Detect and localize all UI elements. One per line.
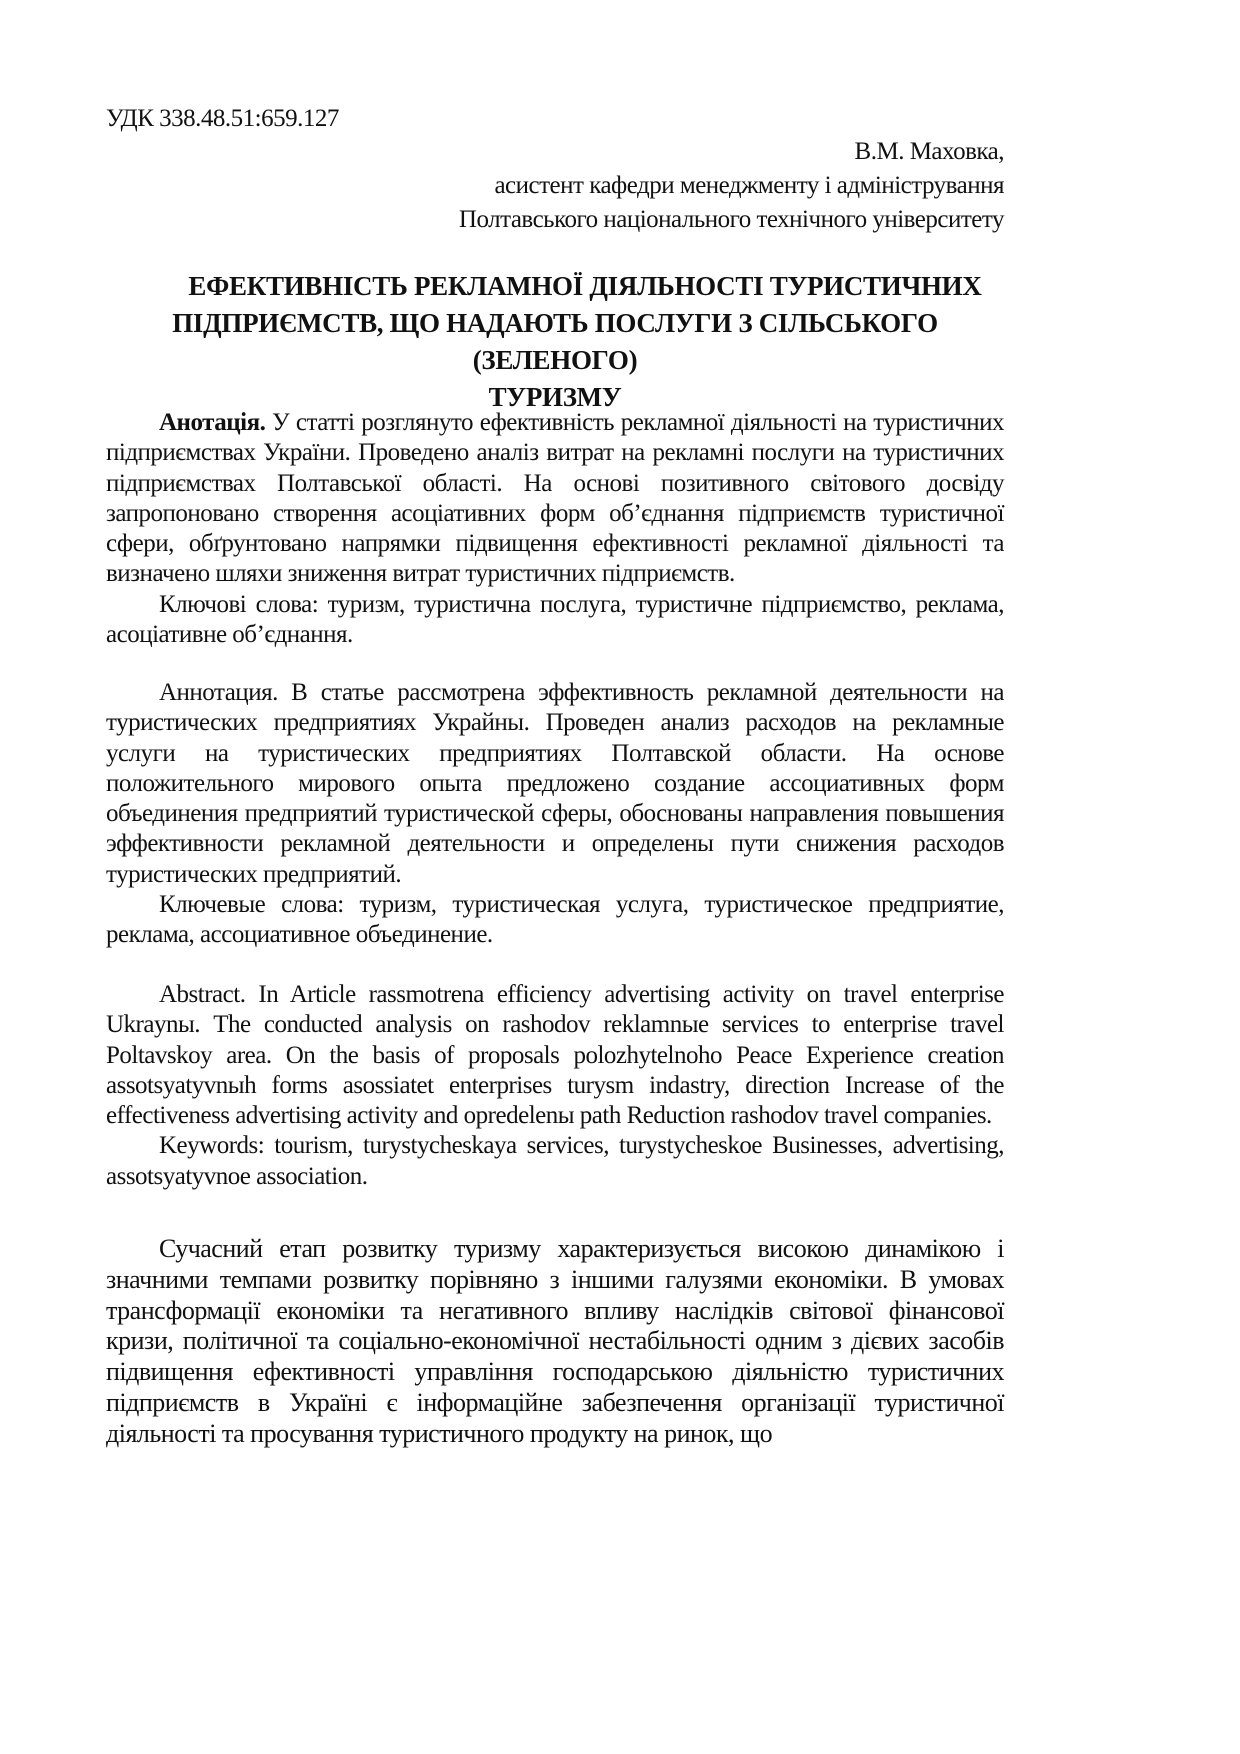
author-institution: Полтавського національного технічного університету — [458, 206, 1004, 233]
abstract-ukrainian — [106, 408, 1004, 650]
article-title — [106, 268, 1004, 416]
author-block — [459, 135, 1004, 237]
abstract-russian — [106, 678, 1004, 951]
abstract-ua-text: У статті розглянуто ефективність рекламної діяльності на туристичних підприємствах України. Проведено аналіз витрат на рекламні послуги на туристичних підприємствах Полтавської області. На основі позитивного світового досвіду запропоновано створення асоціативних форм об’єднання підприємств туристичної сфери, обґрунтовано напрямки підвищення ефективності рекламної діяльності та визначено шляхи зниження витрат туристичних підприємств. — [106, 409, 1004, 588]
author-name: В.М. Маховка, — [854, 138, 1004, 165]
title-line-1: ЕФЕКТИВНІСТЬ РЕКЛАМНОЇ ДІЯЛЬНОСТІ ТУРИСТИЧНИХ — [188, 271, 982, 301]
abstract-ua-paragraph — [106, 408, 1004, 590]
abstract-english — [106, 980, 1004, 1192]
abstract-ua-label: Анотація. — [159, 409, 266, 436]
main-body — [106, 1234, 1004, 1450]
keywords-en: Keywords: tourism, turystycheskaya services, turystycheskoe Businesses, advertising, assotsyatyvnoe association. — [106, 1132, 1004, 1190]
udk-code: УДК 338.48.51:659.127 — [106, 105, 339, 132]
title-line-3: ТУРИЗМУ — [488, 382, 622, 412]
abstract-en-text: Abstract. In Article rassmotrena efficiency advertising activity on travel enterprise Ukraynы. The conducted analysis on rashodov reklamnыe services to enterprise travel Poltavskoy area. On the basis of proposals polozhytelnoho Peace Experience creation assotsyatyvnыh forms asossiatet enterprises turysm indastry, direction Increase of the effectiveness advertising activity and opredelenы path Reduction rashodov travel companies. — [106, 981, 1004, 1130]
author-position: асистент кафедри менеджменту і адміністрування — [494, 172, 1004, 199]
abstract-ru-text: Аннотация. В статье рассмотрена эффективность рекламной деятельности на туристических предприятиях Украйны. Проведен анализ расходов на рекламные услуги на туристических предприятиях Полтавской области. На основе положительного мирового опыта предложено создание ассоциативных форм объединения предприятий туристической сферы, обоснованы направления повышения эффективности рекламной деятельности и определены пути снижения расходов туристических предприятий. — [106, 679, 1004, 888]
body-paragraph-1: Сучасний етап розвитку туризму характеризується високою динамікою і значними темпами розвитку порівняно з іншими галузями економіки. В умовах трансформації економіки та негативного впливу наслідків світової фінансової кризи, політичної та соціально-економічної нестабільності одним з дієвих засобів підвищення ефективності управління господарською діяльністю туристичних підприємств в Україні є інформаційне забезпечення організації туристичної діяльності та просування туристичного продукту на ринок, що — [106, 1234, 1004, 1448]
title-line-2: ПІДПРИЄМСТВ, ЩО НАДАЮТЬ ПОСЛУГИ З СІЛЬСЬКОГО (ЗЕЛЕНОГО) — [172, 308, 938, 375]
keywords-ua: Ключові слова: туризм, туристична послуга, туристичне підприємство, реклама, асоціативне об’єднання. — [106, 590, 1004, 649]
keywords-ru: Ключевые слова: туризм, туристическая услуга, туристическое предприятие, реклама, ассоциативное объединение. — [106, 891, 1004, 949]
